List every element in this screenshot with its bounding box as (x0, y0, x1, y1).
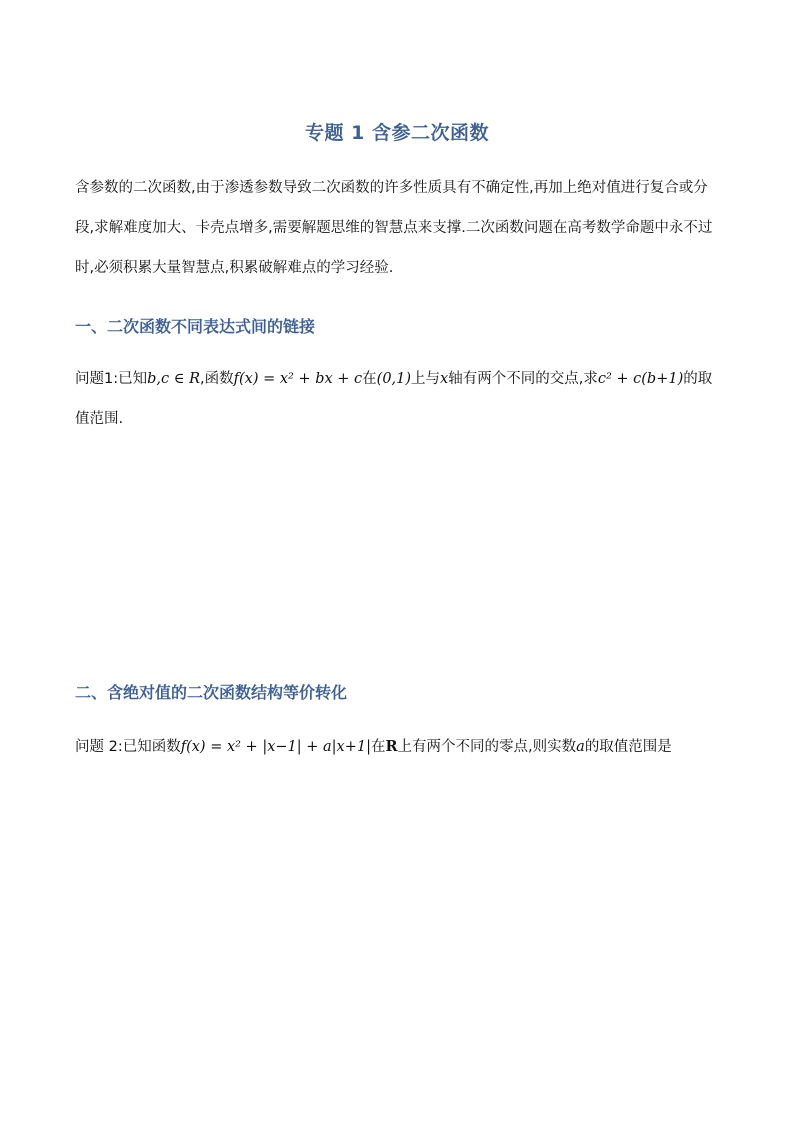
question-2-text-2: 在 (370, 739, 386, 755)
question-1-math-expression: c² + c(b+1) (597, 371, 684, 387)
question-1-math-set: b,c ∈ R (147, 371, 201, 387)
question-2-math-function: f(x) = x² + |x−1| + a|x+1| (180, 739, 371, 755)
section-heading-1: 一、二次函数不同表达式间的链接 (75, 317, 316, 336)
question-2-math-a: a (576, 739, 585, 755)
question-1-text-2: ,函数 (200, 371, 234, 387)
question-1-text-6: 的取值范围. (75, 371, 713, 427)
question-2 (75, 727, 725, 767)
section-heading-2: 二、含绝对值的二次函数结构等价转化 (75, 683, 348, 702)
question-1-text-4: 上与 (411, 371, 441, 387)
question-1 (75, 359, 725, 439)
question-2-text-1: 已知函数 (122, 739, 181, 755)
question-1-math-interval: (0,1) (376, 371, 412, 387)
intro-paragraph: 含参数的二次函数,由于渗透参数导致二次函数的许多性质具有不确定性,再加上绝对值进行复合或分段,求解难度加大、卡壳点增多,需要解题思维的智慧点来支撑.二次函数问题在高考数学命题中永不过时,必须积累大量智慧点,积累破解难点的学习经验. (75, 180, 713, 276)
question-2-math-reals: R (385, 738, 398, 755)
question-1-math-function: f(x) = x² + bx + c (233, 371, 363, 387)
question-2-label: 问题 2: (75, 739, 123, 755)
question-1-text-3: 在 (362, 371, 377, 387)
question-2-text-3: 上有两个不同的零点,则实数 (397, 739, 577, 755)
question-1-text-5: 轴有两个不同的交点,求 (448, 371, 598, 387)
question-1-math-x: x (440, 371, 449, 387)
question-1-label: 问题1: (75, 371, 119, 387)
question-1-text-1: 已知 (118, 371, 148, 387)
page-title: 专题 1 含参二次函数 (305, 122, 489, 144)
question-2-text-4: 的取值范围是 (584, 739, 672, 755)
